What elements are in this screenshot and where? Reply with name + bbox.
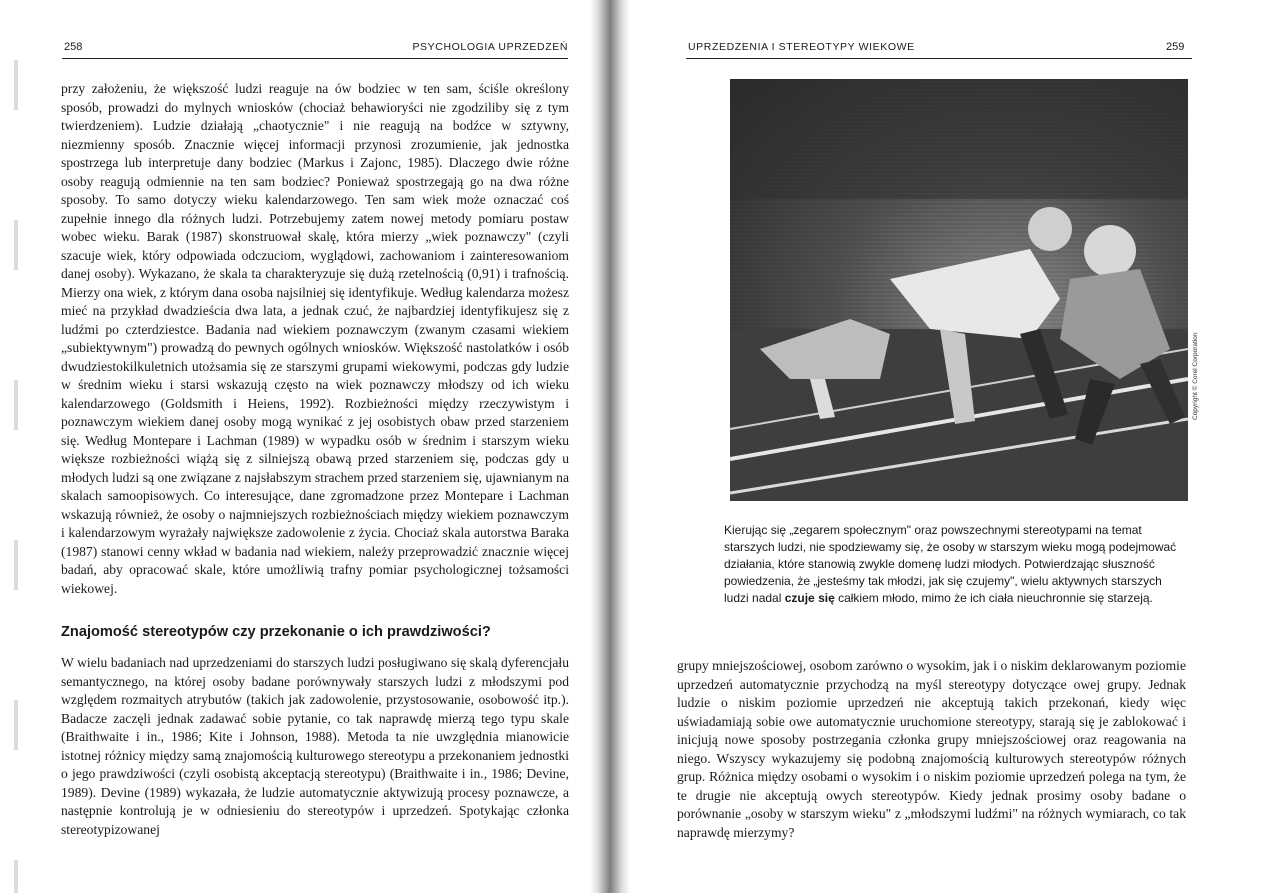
running-head: PSYCHOLOGIA UPRZEDZEŃ [412, 41, 568, 53]
page-number: 258 [64, 41, 83, 53]
paragraph-text: W wielu badaniach nad uprzedzeniami do starszych ludzi posługiwano się skalą dyferencjału semantycznego, na której osoby badane porównywały starszych ludzi z młodszymi pod względem rozmaitych atrybutów (takich jak zadowolenie, przystosowanie, osobowość itp.). Badacze zaczęli jednak zadawać sobie pytanie, co tak naprawdę mierzą tego typu skale (Braithwaite i in., 1986; Kite i Johnson, 1988). Metoda ta nie uwzględnia mianowicie istotnej różnicy między samą znajomością kulturowego stereotypu a przekonaniem jednostki o jego prawdziwości (czyli osobistą akceptacją stereotypu) (Braithwaite i in., 1986; Devine, 1989). Devine (1989) wykazała, że ludzie automatycznie aktywizują procesy poznawcze, a następnie kontrolują je w odniesieniu do stereotypów i uprzedzeń. Spotykając członka stereotypizowanej [61, 655, 569, 837]
paragraph-text: grupy mniejszościowej, osobom zarówno o wysokim, jak i o niskim deklarowanym poziomie uprzedzeń automatycznie przychodzą na myśl stereotypy dotyczące owej grupy. Jednak ludzie o niskim poziomie uprzedzeń nie akceptują takich przekonań, kiedy więc uświadamiają sobie owe automatycznie uruchomione stereotypy, starają się je zablokować i inicjują nowe sposoby postrzegania członka grupy mniejszościowej oraz reagowania na niego. Wszyscy wykazujemy się podobną znajomością kulturowych stereotypów różnych grup. Różnica między osobami o wysokim i o niskim poziomie uprzedzeń polega na tym, że te drugie nie akceptują owych stereotypów. Kiedy jednak prosimy osoby badane o porównanie „osoby w starszym wieku" z „młodszymi ludźmi" na różnych wymiarach, co tak naprawdę mierzymy? [677, 658, 1186, 840]
photo-illustration [730, 79, 1188, 501]
section-heading: Znajomość stereotypów czy przekonanie o ich prawdziwości? [61, 624, 491, 640]
running-head: UPRZEDZENIA I STEREOTYPY WIEKOWE [688, 41, 915, 53]
paragraph-text: przy założeniu, że większość ludzi reaguje na ów bodziec w ten sam, ściśle określony sposób, prowadzi do mylnych wniosków (chociaż behawioryści nie zgodziliby się z tym twierdzeniem). Ludzie działają „chaotycznie" i nie reagują na bodźce w sztywny, niezmienny sposób. Znacznie więcej informacji przynosi zrozumienie, jak jednostka spostrzega lub interpretuje dany bodziec (Markus i Zajonc, 1985). Dlaczego dwie różne osoby reagują odmiennie na ten sam bodziec? Ponieważ spostrzegają go na dwa różne sposoby. To samo dotyczy wieku kalendarzowego. Ten sam wiek może oznaczać coś zupełnie innego dla różnych ludzi. Potrzebujemy zatem nowej metody pomiaru postaw wobec wieku. Barak (1987) skonstruował skalę, która mierzy „wiek poznawczy" (czyli szacuje wiek, który odpowiada odczuciom, wyglądowi, zachowaniom i zainteresowaniom danej osoby). Wykazano, że skala ta charakteryzuje się dużą rzetelnością (0,91) i trafnością. Mierzy ona wiek, z którym dana osoba najsilniej się identyfikuje. Według kalendarza możesz mieć na przykład dwadzieścia dwa lata, a jednak czuć, że najbardziej identyfikujesz się z ludźmi po czterdziestce. Badania nad wiekiem poznawczym (zwanym czasami wiekiem „subiektywnym") prowadzą do pewnych ogólnych wniosków. Większość nastolatków i osób dwudziestokilkuletnich utożsamia się ze starszymi grupami wiekowymi, podczas gdy ludzie w średnim wieku i starsi wskazują często na wiek poznawczy młodszy od ich wieku kalendarzowego (Goldsmith i Heiens, 1992). Rozbieżności między rzeczywistym i poznawczym wiekiem danej osoby mogą wynikać z jej osobistych obaw przed starzeniem się. Według Montepare i Lachman (1989) w wypadku osób w średnim i starszym wieku większe rozbieżności wiążą się z silniejszą obawą przed starzeniem się, podczas gdy u młodych ludzi są one związane z najsłabszym strachem przed starzeniem się, ujawnianym na skalach samoopisowych. Co interesujące, dane zgromadzone przez Montepare i Lachman wskazują również, że osoby o najmniejszych rozbieżnościach między wiekiem poznawczym i kalendarzowym wyrażały największe zadowolenie z życia. Chociaż skala autorstwa Baraka (1987) stanowi cenny wkład w badania nad wiekiem, należy przeprowadzić znacznie więcej badań, aby opracować skale, które umożliwią trafny pomiar psychologicznej tożsamości wiekowej. [61, 81, 569, 596]
right-page [626, 0, 1264, 893]
caption-emphasis: czuje się [784, 591, 835, 605]
body-paragraph [61, 654, 569, 839]
photo-credit: Copyright © Corel Corporation [1192, 332, 1199, 420]
header-rule [686, 58, 1192, 59]
body-paragraph [677, 657, 1186, 842]
page-number: 259 [1166, 41, 1185, 53]
left-page [0, 0, 598, 893]
background-foliage [730, 79, 1188, 199]
photo-older-runners-at-start [730, 79, 1188, 501]
caption-text: całkiem młodo, mimo że ich ciała nieuchronnie się starzeją. [838, 591, 1153, 605]
body-paragraph [61, 80, 569, 598]
photo-caption [724, 522, 1186, 607]
caption-text: Kierując się „zegarem społecznym" oraz powszechnymi stereotypami na temat starszych ludzi, nie spodziewamy się, że osoby w starszym wieku mogą podejmować działania, które stanowią zwykle domenę ludzi młodych. Potwierdzając słuszność powiedzenia, że „jesteśmy tak młodzi, jak się czujemy", wielu aktywnych starszych ludzi nadal [724, 523, 1177, 605]
header-rule [62, 58, 568, 59]
